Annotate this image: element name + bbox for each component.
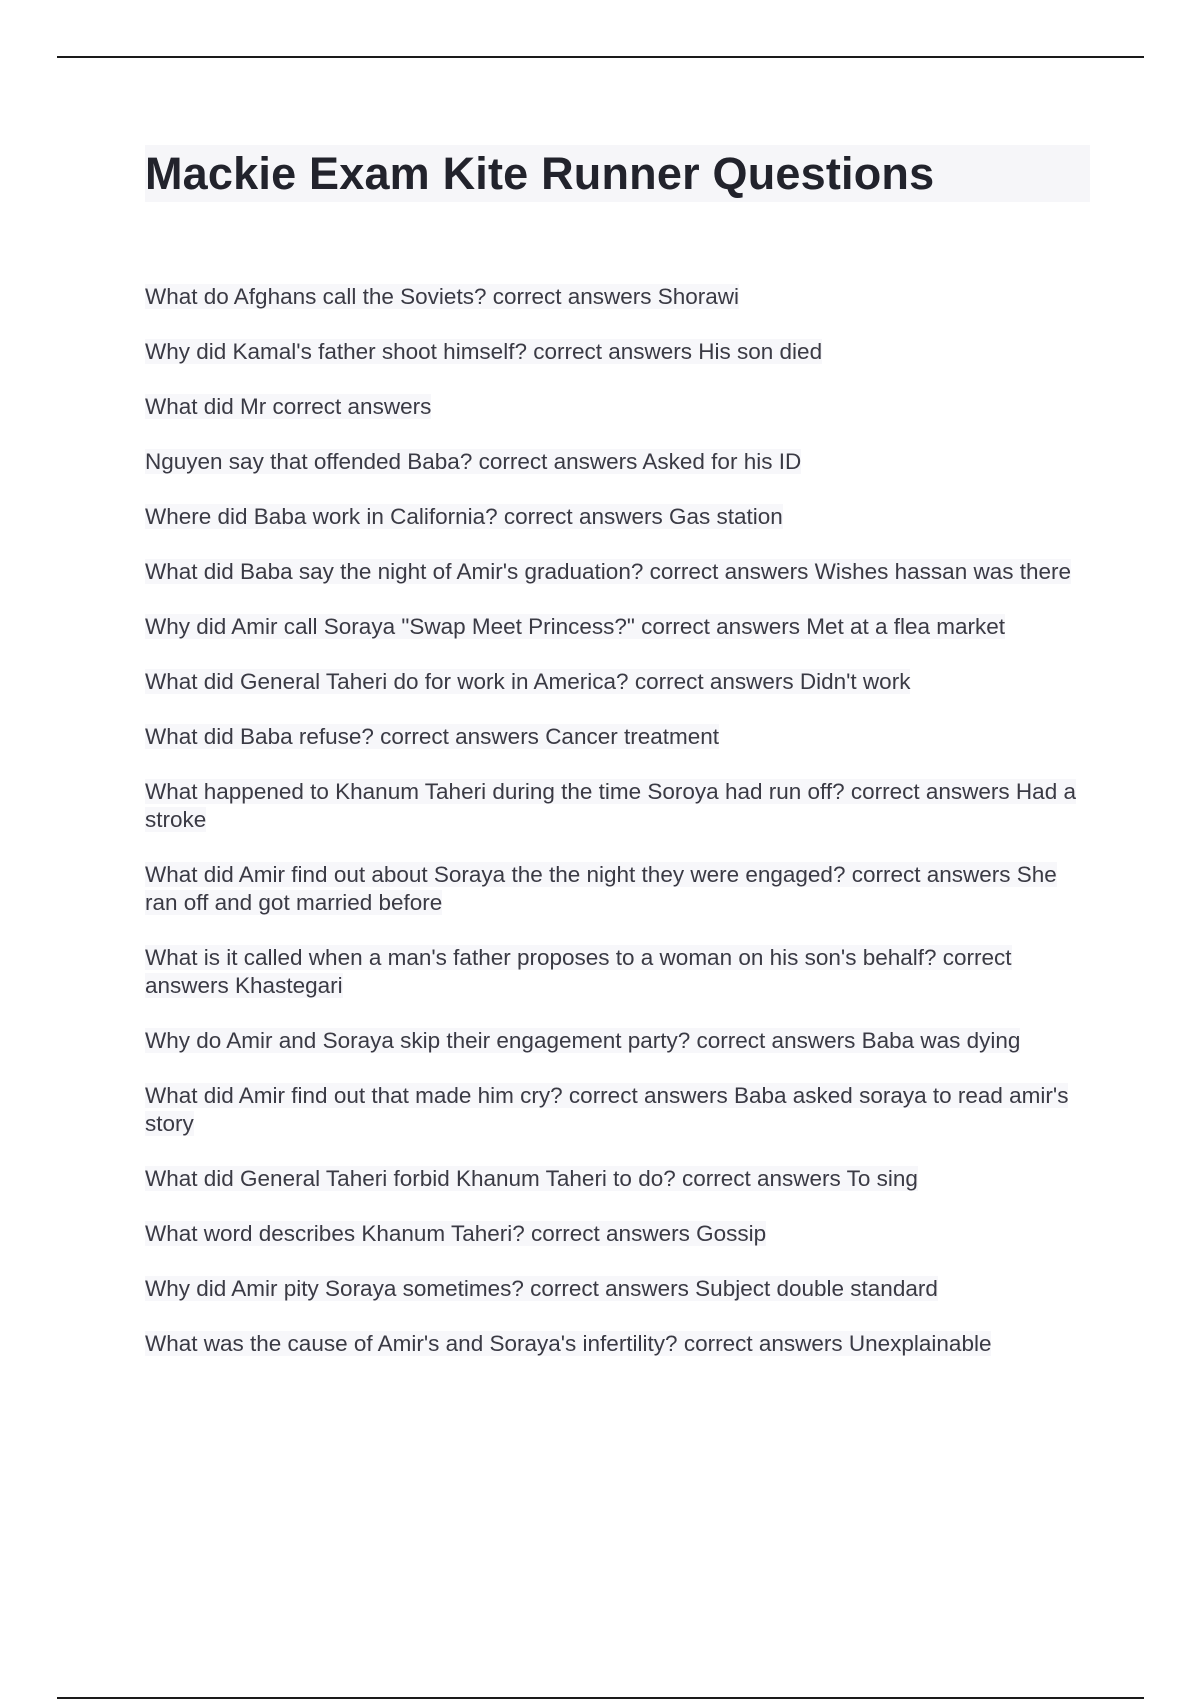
list-item	[145, 1027, 1090, 1055]
page-title: Mackie Exam Kite Runner Questions	[145, 148, 935, 199]
question-answer-text: What did Mr correct answers	[145, 394, 432, 419]
title-block	[145, 145, 1090, 202]
question-answer-text: What did Amir find out about Soraya the the night they were engaged? correct answers She ran off and got married before	[145, 862, 1057, 915]
question-answer-text: Why did Kamal's father shoot himself? correct answers His son died	[145, 339, 823, 364]
list-item	[145, 558, 1090, 586]
list-item	[145, 944, 1090, 1000]
list-item	[145, 338, 1090, 366]
question-answer-text: What did Amir find out that made him cry? correct answers Baba asked soraya to read amir's story	[145, 1083, 1069, 1136]
list-item	[145, 1220, 1090, 1248]
list-item	[145, 723, 1090, 751]
list-item	[145, 283, 1090, 311]
question-answer-text: What did Baba refuse? correct answers Cancer treatment	[145, 724, 720, 749]
list-item	[145, 668, 1090, 696]
list-item	[145, 1165, 1090, 1193]
list-item	[145, 613, 1090, 641]
list-item	[145, 448, 1090, 476]
question-list	[145, 283, 1090, 1385]
question-answer-text: What word describes Khanum Taheri? correct answers Gossip	[145, 1221, 767, 1246]
bottom-rule	[57, 1697, 1144, 1699]
list-item	[145, 393, 1090, 421]
question-answer-text: What happened to Khanum Taheri during the time Soroya had run off? correct answers Had a stroke	[145, 779, 1076, 832]
question-answer-text: What is it called when a man's father proposes to a woman on his son's behalf? correct answers Khastegari	[145, 945, 1012, 998]
list-item	[145, 778, 1090, 834]
question-answer-text: What was the cause of Amir's and Soraya's infertility? correct answers Unexplainable	[145, 1331, 992, 1356]
list-item	[145, 503, 1090, 531]
question-answer-text: Why did Amir pity Soraya sometimes? correct answers Subject double standard	[145, 1276, 938, 1301]
list-item	[145, 1330, 1090, 1358]
question-answer-text: Why do Amir and Soraya skip their engagement party? correct answers Baba was dying	[145, 1028, 1021, 1053]
question-answer-text: What did General Taheri forbid Khanum Taheri to do? correct answers To sing	[145, 1166, 918, 1191]
question-answer-text: Where did Baba work in California? correct answers Gas station	[145, 504, 783, 529]
list-item	[145, 1275, 1090, 1303]
question-answer-text: Nguyen say that offended Baba? correct answers Asked for his ID	[145, 449, 802, 474]
list-item	[145, 861, 1090, 917]
question-answer-text: What did Baba say the night of Amir's graduation? correct answers Wishes hassan was there	[145, 559, 1072, 584]
list-item	[145, 1082, 1090, 1138]
question-answer-text: What do Afghans call the Soviets? correct answers Shorawi	[145, 284, 740, 309]
question-answer-text: What did General Taheri do for work in America? correct answers Didn't work	[145, 669, 911, 694]
question-answer-text: Why did Amir call Soraya "Swap Meet Princess?" correct answers Met at a flea market	[145, 614, 1006, 639]
top-rule	[57, 56, 1144, 58]
